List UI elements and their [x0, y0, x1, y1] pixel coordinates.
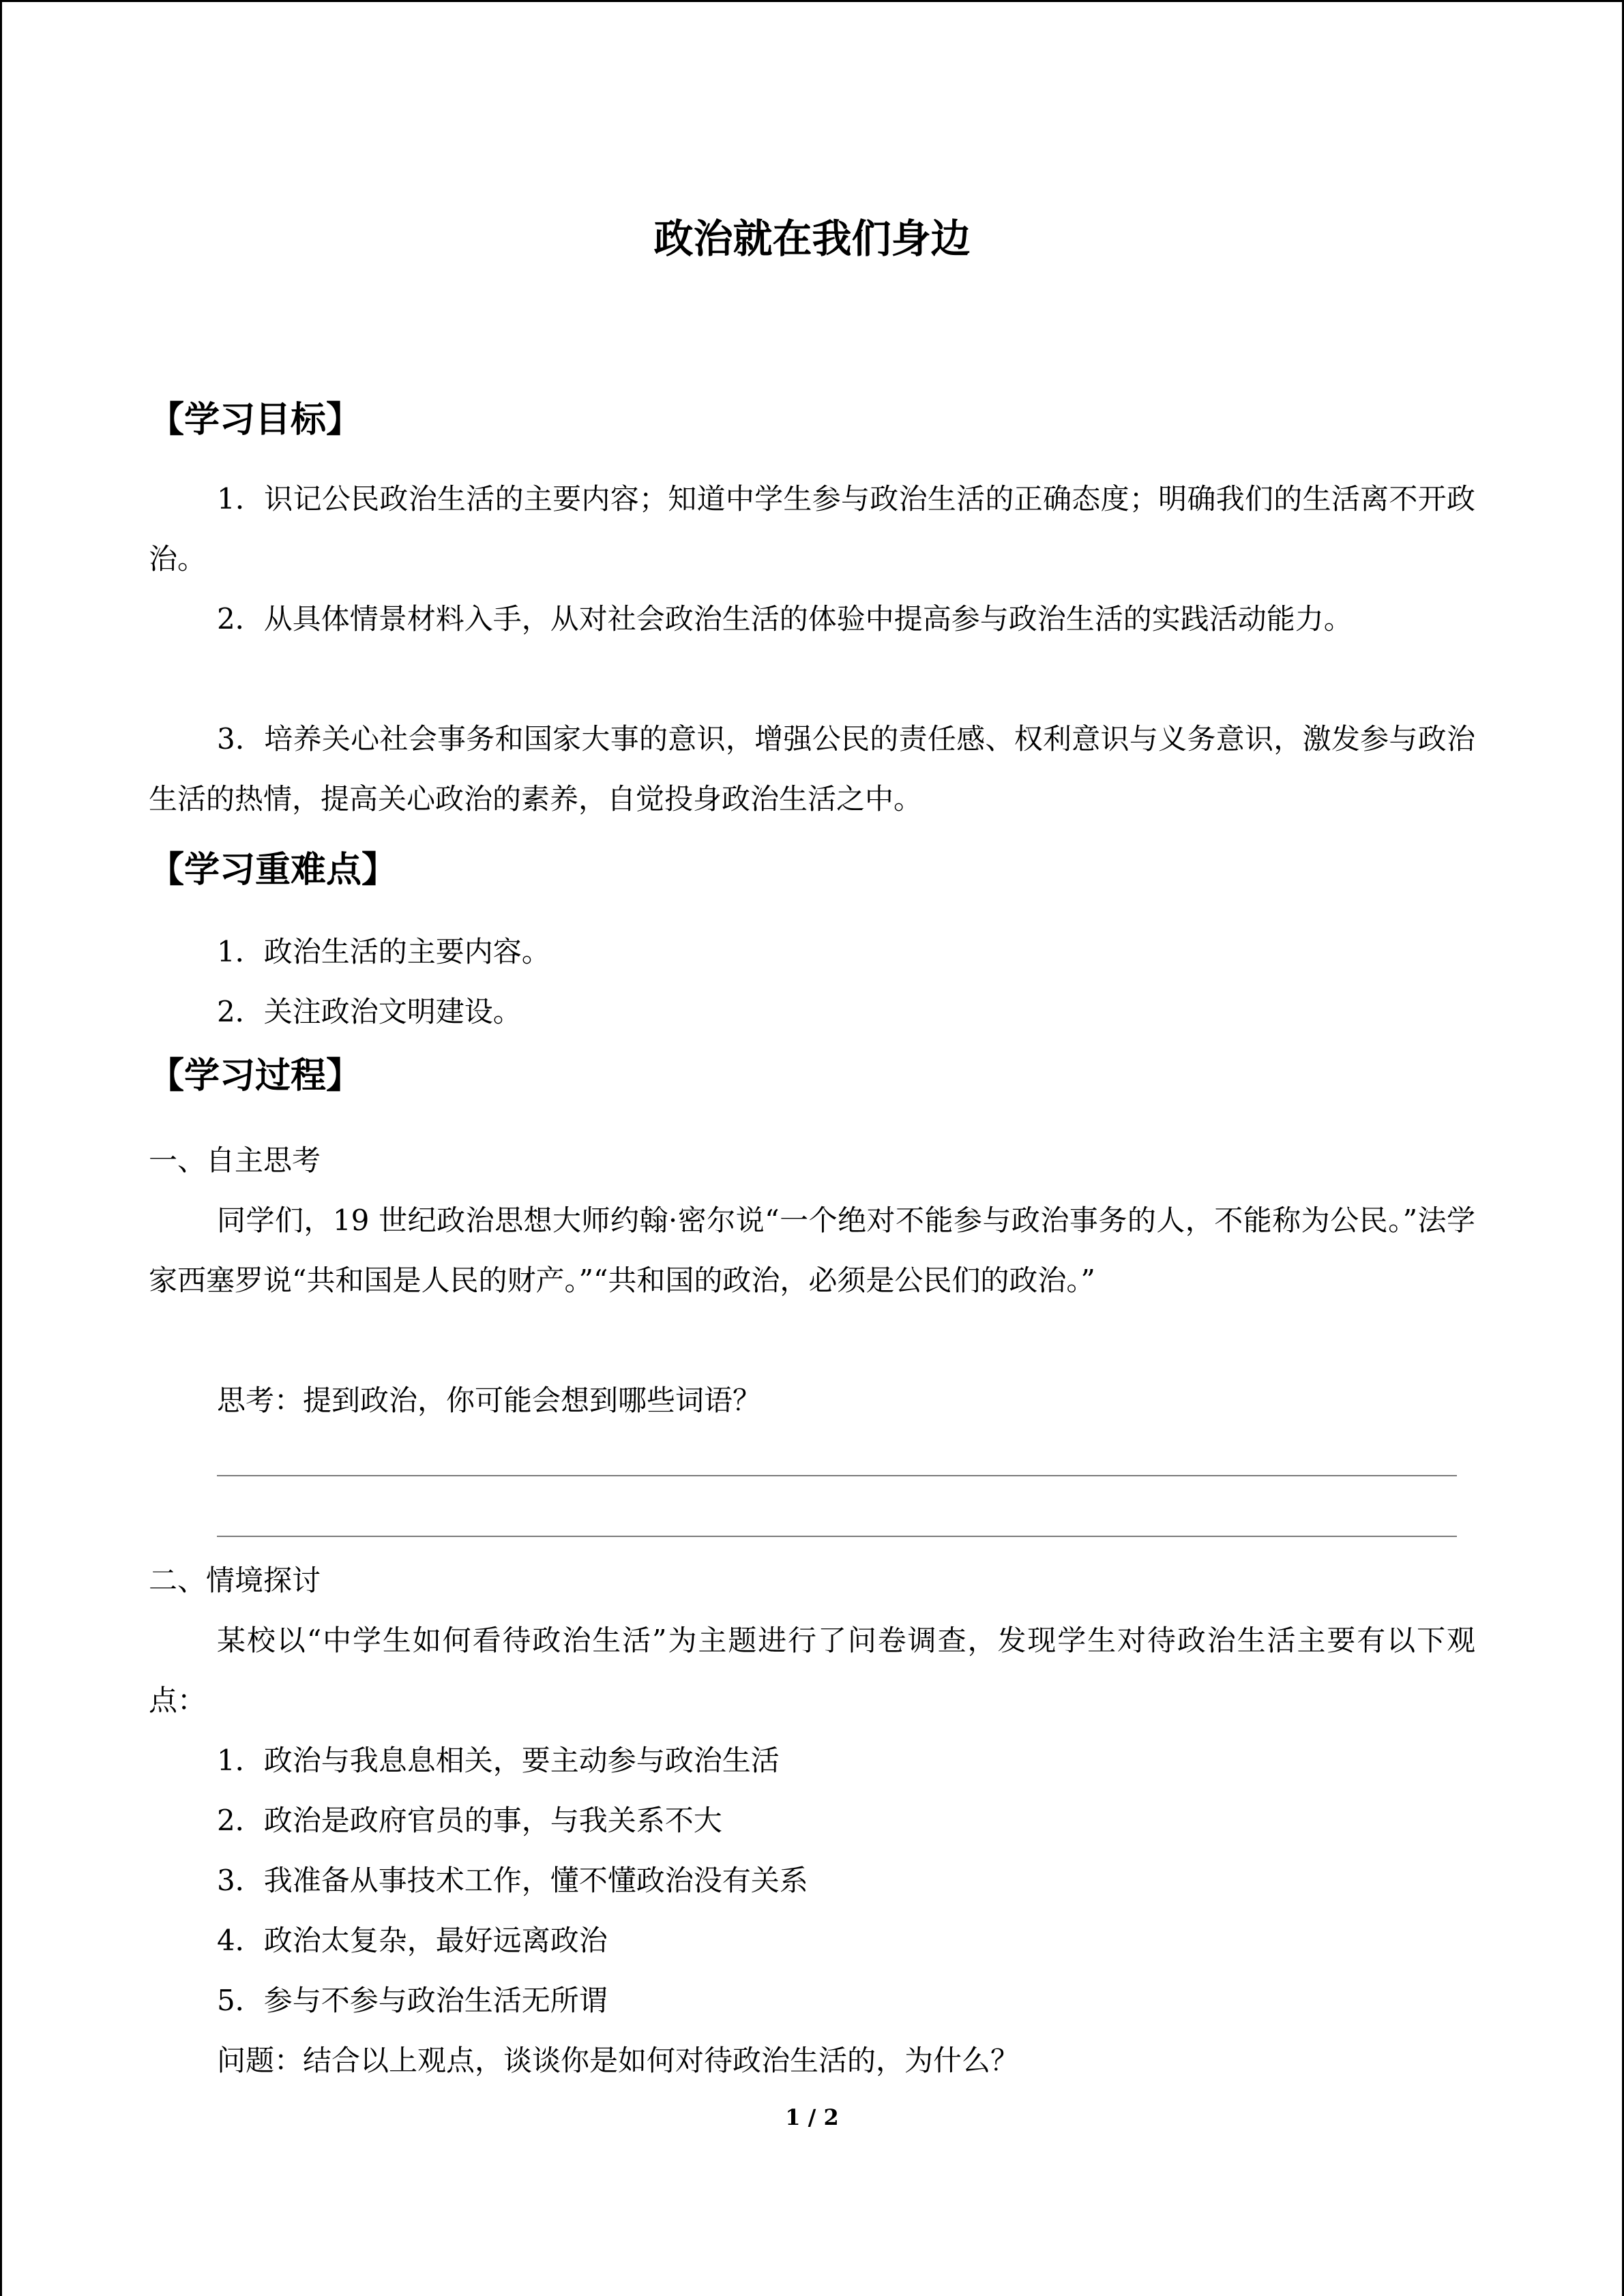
- page-number: 1 / 2: [785, 2104, 839, 2130]
- view-item-3: 3．我准备从事技术工作，懂不懂政治没有关系: [217, 1864, 808, 1897]
- part2-title: 二、情境探讨: [149, 1564, 321, 1597]
- part1-paragraph: 同学们，19 世纪政治思想大师约翰·密尔说“一个绝对不能参与政治事务的人，不能称为公民。”法学家西塞罗说“共和国是人民的财产。”“共和国的政治，必须是公民们的政治。”: [149, 1204, 1475, 1297]
- answer-line-2: [217, 1536, 1457, 1537]
- key-point-item-1: 1．政治生活的主要内容。: [217, 935, 550, 968]
- view-item-1: 1．政治与我息息相关，要主动参与政治生活: [217, 1744, 780, 1777]
- objective-item-1: 1．识记公民政治生活的主要内容；知道中学生参与政治生活的正确态度；明确我们的生活离不开政治。: [149, 482, 1475, 576]
- view-item-5: 5．参与不参与政治生活无所谓: [217, 1984, 608, 2017]
- process-heading: 【学习过程】: [149, 1056, 362, 1097]
- objectives-heading: 【学习目标】: [149, 400, 362, 441]
- key-points-heading: 【学习重难点】: [149, 850, 398, 891]
- part1-title: 一、自主思考: [149, 1144, 321, 1177]
- answer-line-1: [217, 1475, 1457, 1476]
- part2-question: 问题：结合以上观点，谈谈你是如何对待政治生活的，为什么？: [217, 2044, 1020, 2077]
- part1-question: 思考：提到政治，你可能会想到哪些词语？: [217, 1384, 762, 1417]
- page-title: 政治就在我们身边: [653, 215, 971, 262]
- objective-item-2: 2．从具体情景材料入手，从对社会政治生活的体验中提高参与政治生活的实践活动能力。: [217, 602, 1353, 636]
- part2-paragraph: 某校以“中学生如何看待政治生活”为主题进行了问卷调查，发现学生对待政治生活主要有以下观点：: [149, 1624, 1475, 1717]
- view-item-4: 4．政治太复杂，最好远离政治: [217, 1924, 608, 1957]
- objective-item-3: 3．培养关心社会事务和国家大事的意识，增强公民的责任感、权利意识与义务意识，激发参与政治生活的热情，提高关心政治的素养，自觉投身政治生活之中。: [149, 722, 1475, 816]
- view-item-2: 2．政治是政府官员的事，与我关系不大: [217, 1804, 722, 1837]
- key-point-item-2: 2．关注政治文明建设。: [217, 995, 522, 1028]
